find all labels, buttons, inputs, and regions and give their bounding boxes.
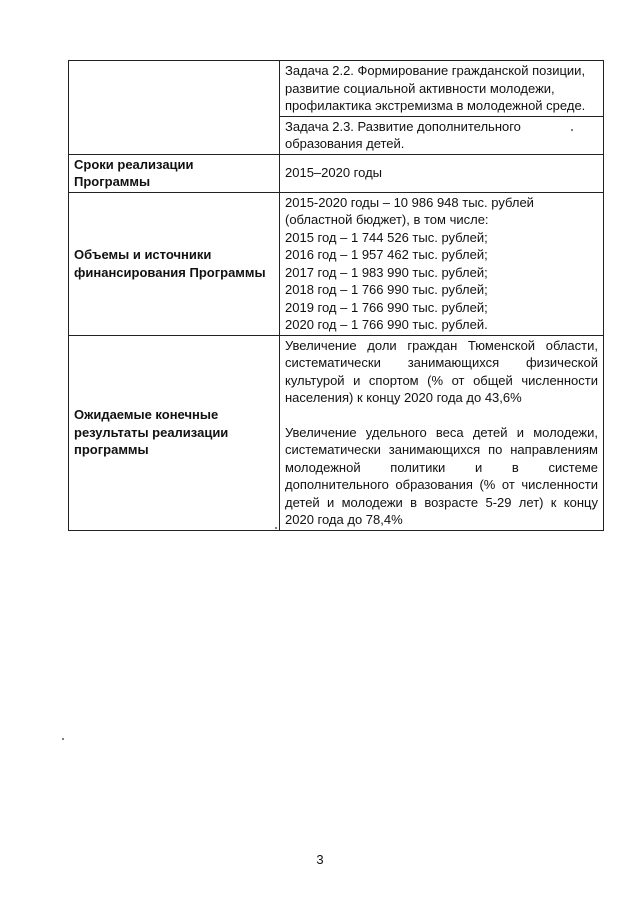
funding-line: 2015-2020 годы – 10 986 948 тыс. рублей: [285, 194, 534, 210]
funding-line: 2015 год – 1 744 526 тыс. рублей;: [285, 229, 488, 245]
task-2-2-line: Задача 2.2. Формирование гражданской позиции,: [285, 63, 586, 78]
timing-label-line: Сроки реализации: [74, 156, 194, 172]
results-paragraph: Увеличение удельного веса детей и молодежи, систематически занимающихся по направлениям молодежной политики и в системе дополнительного образования (% от численности детей и молодежи в возрасте 5-29 лет) к концу 2020 года до 78,4%: [285, 424, 598, 527]
paragraph-gap: [285, 407, 598, 424]
task-2-3-line: образования детей.: [285, 136, 405, 151]
funding-value-cell: [280, 192, 604, 335]
results-label-line: результаты реализации: [74, 424, 229, 440]
funding-line: 2016 год – 1 957 462 тыс. рублей;: [285, 247, 488, 262]
results-value-cell: [280, 335, 604, 530]
timing-label-line: Программы: [74, 174, 151, 189]
funding-line: 2017 год – 1 983 990 тыс. рублей;: [285, 264, 488, 280]
funding-label-line: финансирования Программы: [74, 264, 266, 280]
page-number: 3: [316, 852, 324, 867]
table-row-timing: [69, 154, 604, 192]
scan-speck: [275, 527, 277, 529]
task-2-3-cell: [280, 116, 604, 154]
scan-speck: [571, 129, 573, 131]
funding-label-cell: [69, 192, 280, 335]
funding-line: 2020 год – 1 766 990 тыс. рублей.: [285, 317, 488, 332]
program-passport-table: [68, 60, 604, 531]
task-2-2-line: профилактика экстремизма в молодежной среде.: [285, 98, 586, 113]
results-label-line: программы: [74, 442, 149, 458]
table-row-results: [69, 335, 604, 530]
funding-line: 2018 год – 1 766 990 тыс. рублей;: [285, 282, 488, 297]
timing-label-cell: [69, 154, 280, 192]
task-2-2-line: развитие социальной активности молодежи,: [285, 80, 555, 96]
task-2-3-line: Задача 2.3. Развитие дополнительного: [285, 118, 521, 134]
table-row-task-2-2: [69, 61, 604, 117]
funding-label-line: Объемы и источники: [74, 247, 212, 262]
empty-label-cell: [69, 61, 280, 155]
timing-value: 2015–2020 годы: [285, 165, 383, 181]
timing-value-cell: [280, 154, 604, 192]
scan-speck: [62, 738, 64, 740]
task-2-2-cell: [280, 61, 604, 117]
table-row-funding: [69, 192, 604, 335]
results-paragraph: Увеличение доли граждан Тюменской области, систематически занимающихся физической культурой и спортом (% от общей численности населения) к концу 2020 года до 43,6%: [285, 337, 598, 405]
results-label-cell: [69, 335, 280, 530]
results-label-line: Ожидаемые конечные: [74, 407, 219, 423]
funding-line: (областной бюджет), в том числе:: [285, 212, 489, 227]
funding-line: 2019 год – 1 766 990 тыс. рублей;: [285, 299, 488, 315]
